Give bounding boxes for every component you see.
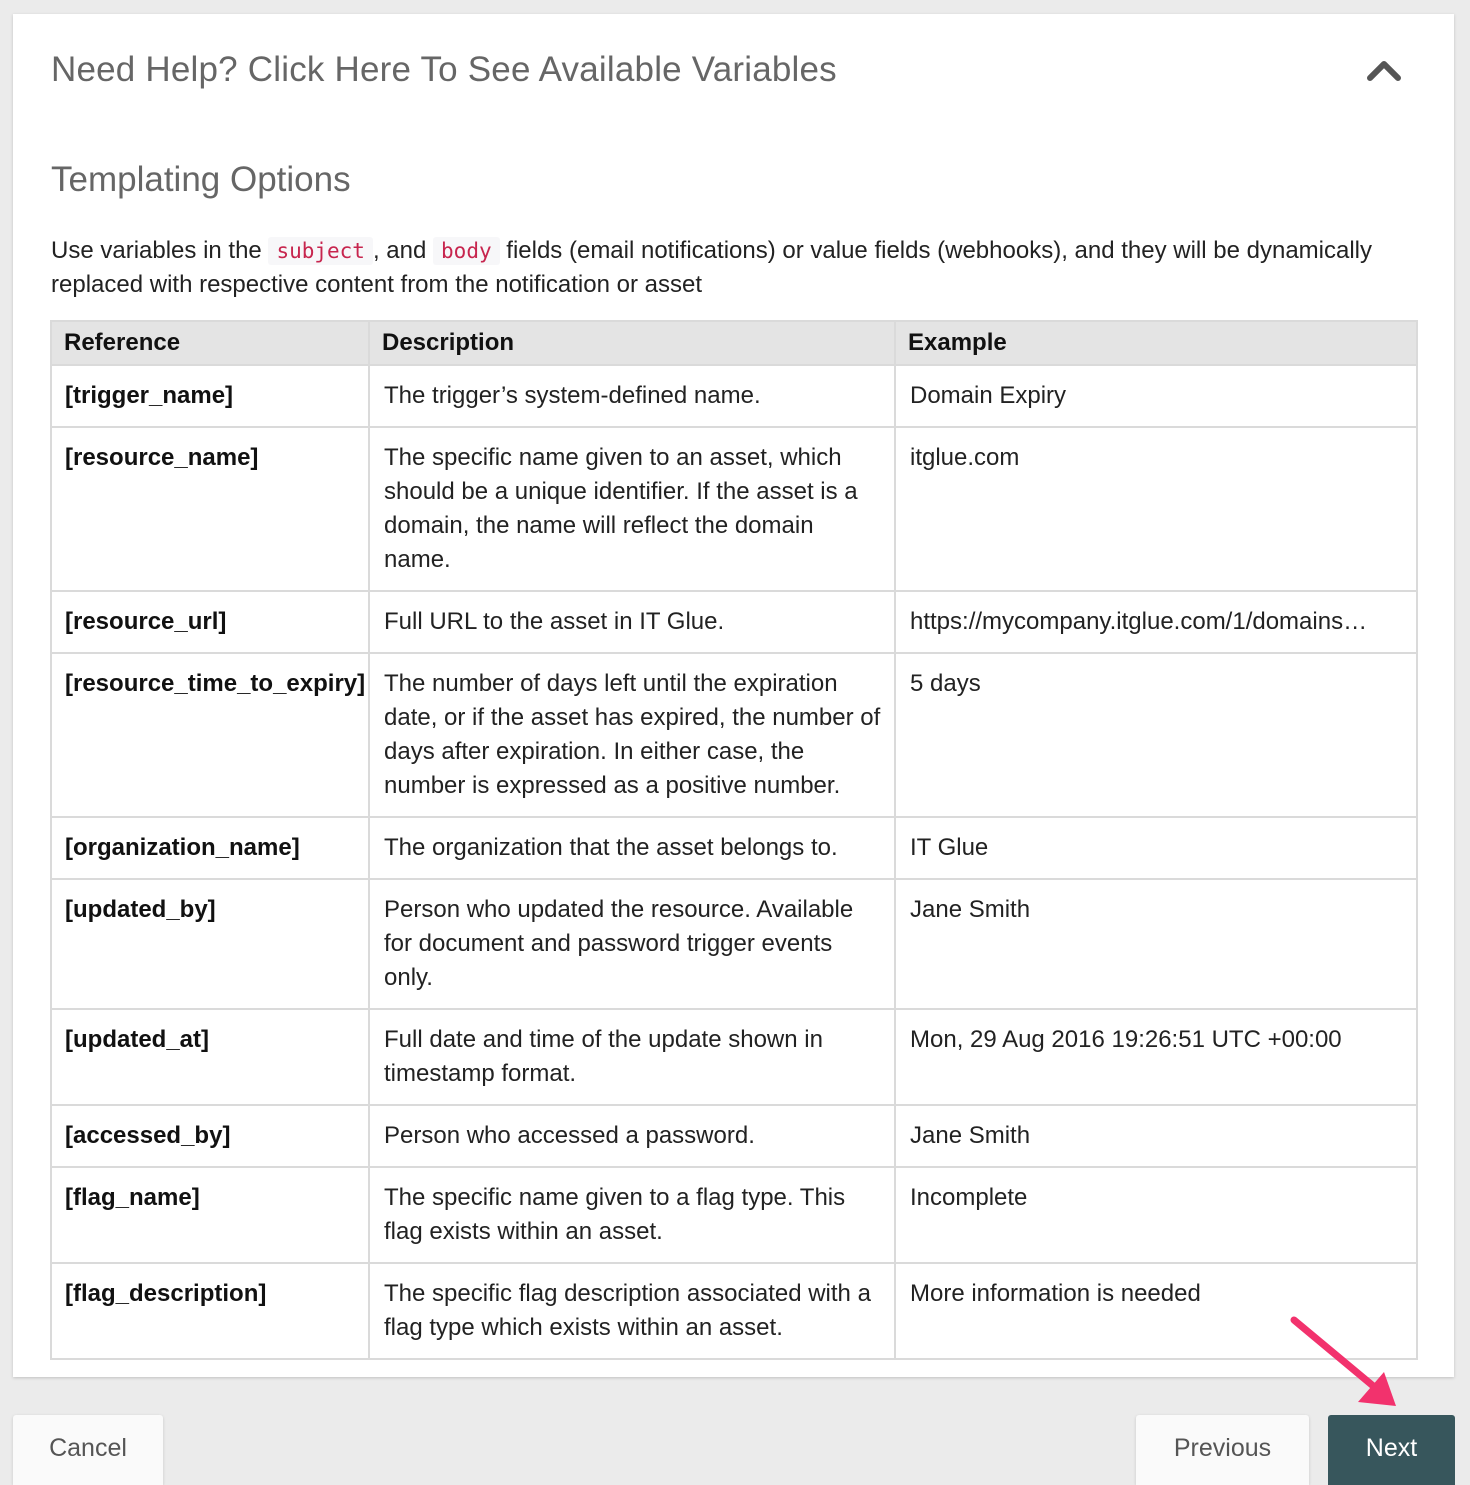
table-row [51,1009,1417,1105]
example-cell: 5 days [895,653,1417,817]
code-subject: subject [268,237,373,265]
previous-button[interactable]: Previous [1136,1415,1309,1485]
example-cell: Jane Smith [895,1105,1417,1167]
intro-suffix: fields (email notifications) or value fields (webhooks), and they will be dynamically replaced with respective content from the notification or asset [51,237,1373,298]
reference-cell: [resource_name] [51,427,369,591]
help-header[interactable] [13,14,1454,126]
description-cell: Person who updated the resource. Available for document and password trigger events only. [369,879,895,1009]
table-row [51,1263,1417,1359]
intro-text [51,234,1391,302]
description-cell: Full URL to the asset in IT Glue. [369,591,895,653]
description-cell: The specific flag description associated with a flag type which exists within an asset. [369,1263,895,1359]
table-row [51,653,1417,817]
description-cell: Person who accessed a password. [369,1105,895,1167]
reference-cell: [resource_time_to_expiry] [51,653,369,817]
example-cell: IT Glue [895,817,1417,879]
reference-cell: [resource_url] [51,591,369,653]
table-row [51,817,1417,879]
table-row [51,427,1417,591]
cancel-button[interactable]: Cancel [13,1415,163,1485]
chevron-up-icon[interactable] [1362,52,1406,86]
example-cell: itglue.com [895,427,1417,591]
section-title: Templating Options [51,160,351,199]
reference-cell: [flag_name] [51,1167,369,1263]
description-cell: The specific name given to an asset, which should be a unique identifier. If the asset is a domain, the name will reflect the domain name. [369,427,895,591]
table-row [51,879,1417,1009]
reference-cell: [updated_by] [51,879,369,1009]
example-cell: Mon, 29 Aug 2016 19:26:51 UTC +00:00 [895,1009,1417,1105]
next-button[interactable]: Next [1328,1415,1455,1485]
example-cell: Domain Expiry [895,365,1417,427]
description-cell: Full date and time of the update shown in timestamp format. [369,1009,895,1105]
variables-table [50,320,1418,1360]
reference-cell: [flag_description] [51,1263,369,1359]
table-header-row [51,321,1417,365]
example-cell: Incomplete [895,1167,1417,1263]
header-description: Description [369,321,895,365]
table-row [51,1105,1417,1167]
header-reference: Reference [51,321,369,365]
reference-cell: [updated_at] [51,1009,369,1105]
code-body: body [433,237,500,265]
reference-cell: [organization_name] [51,817,369,879]
reference-cell: [trigger_name] [51,365,369,427]
reference-cell: [accessed_by] [51,1105,369,1167]
example-cell: More information is needed [895,1263,1417,1359]
description-cell: The organization that the asset belongs to. [369,817,895,879]
description-cell: The specific name given to a flag type. This flag exists within an asset. [369,1167,895,1263]
intro-and: , and [372,237,427,264]
example-cell: Jane Smith [895,879,1417,1009]
table-row [51,1167,1417,1263]
table-row [51,591,1417,653]
help-title[interactable]: Need Help? Click Here To See Available Variables [51,50,837,89]
example-cell: https://mycompany.itglue.com/1/domains… [895,591,1417,653]
description-cell: The number of days left until the expiration date, or if the asset has expired, the number of days after expiration. In either case, the number is expressed as a positive number. [369,653,895,817]
table-row [51,365,1417,427]
header-example: Example [895,321,1417,365]
help-panel [13,14,1454,1377]
description-cell: The trigger’s system-defined name. [369,365,895,427]
intro-prefix: Use variables in the [51,237,262,264]
